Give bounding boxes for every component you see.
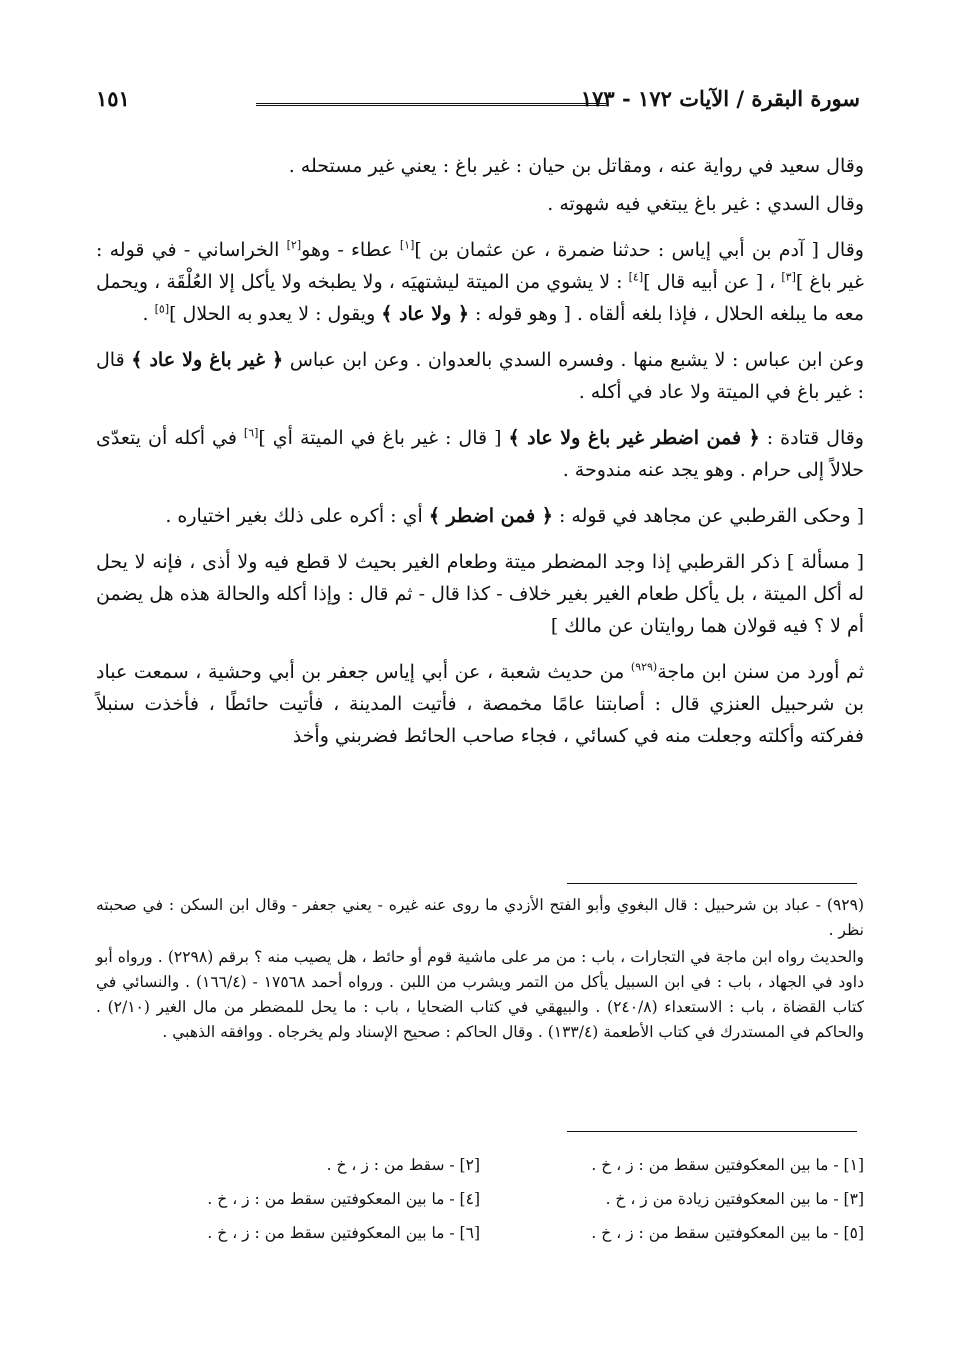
running-title: سورة البقرة / الآيات ١٧٢ - ١٧٣ (580, 86, 860, 111)
quran-quote: ﴿ ولا عاد ﴾ (381, 303, 470, 325)
note-3: [٣] - ما بين المعكوفتين زيادة من ز ، خ . (605, 1190, 864, 1208)
header-rule (256, 103, 606, 106)
notes-row (96, 1182, 864, 1216)
paragraph-1: وقال سعيد في رواية عنه ، ومقاتل بن حيان : غير باغ : يعني غير مستحله . (288, 155, 864, 177)
note-marker: [١] (399, 238, 415, 252)
paragraph-5: وقال قتادة : ﴿ فمن اضطر غير باغ ولا عاد ﴾ [ قال : غير باغ في الميتة أي ][٦] في أكله أن يتعدّى حلالاً إلى حرام . وهو يجد عنه مندوحة . (96, 426, 864, 481)
paragraph-7: [ مسألة ] ذكر القرطبي إذا وجد المضطر ميتة وطعام الغير بحيث لا قطع فيه ولا أذى ، فإنه لا يحل له أكل الميتة ، بل يأكل طعام الغير بغير خلاف - كذا قال - ثم قال : وإذا أكله والحالة هذه هل يضمن أم لا ؟ فيه قولان هما روايتان عن مالك ] (96, 551, 864, 637)
quran-quote: ﴿ فمن اضطر ﴾ (428, 505, 553, 527)
notes-row (96, 1148, 864, 1182)
footnote-para-2: والحديث رواه ابن ماجة في التجارات ، باب : من مر على ماشية قوم أو حائط ، هل يصيب منه ؟ برقم (٢٢٩٨) . ورواه أبو داود في الجهاد ، باب : في ابن السبيل يأكل من التمر ويشرب من اللبن . ورواه أحمد ١٧٥٦٨ - (١٦٦/٤) . والنسائي في كتاب القضاة ، باب : الاستعداء (٢٤٠/٨) . والبيهقي في كتاب الضحايا ، باب : ما يحل للمضطر من مال الغير (٢/١٠) . والحاكم في المستدرك في كتاب الأطعمة (١٣٣/٤) . وقال الحاكم : صحيح الإسناد ولم يخرجاه . ووافقه الذهبي . (96, 948, 865, 1041)
page-number: ١٥١ (96, 86, 130, 111)
paragraph-2: وقال السدي : غير باغ يبتغي فيه شهوته . (547, 193, 864, 215)
note-marker: [٢] (286, 238, 302, 252)
note-marker: [٥] (154, 302, 170, 316)
page-header (96, 86, 860, 120)
note-marker: [٣] (781, 270, 796, 284)
main-text (96, 150, 864, 766)
paragraph-4: وعن ابن عباس : لا يشبع منها . وفسره السدي بالعدوان . وعن ابن عباس ﴿ غير باغ ولا عاد ﴾ قال : غير باغ في الميتة ولا عاد في أكله . (96, 349, 864, 403)
note-4: [٤] - ما بين المعكوفتين سقط من : ز ، خ . (207, 1190, 480, 1208)
note-1: [١] - ما بين المعكوفتين سقط من : ز ، خ . (591, 1156, 864, 1174)
quran-quote: ﴿ فمن اضطر غير باغ ولا عاد ﴾ (508, 427, 760, 449)
paragraph-6: [ وحكى القرطبي عن مجاهد في قوله : ﴿ فمن اضطر ﴾ أي : أكره على ذلك بغير اختياره . (165, 505, 864, 527)
bracket-notes (96, 1148, 864, 1250)
note-6: [٦] - ما بين المعكوفتين سقط من : ز ، خ . (207, 1224, 480, 1242)
note-marker: [٤] (628, 270, 644, 284)
note-5: [٥] - ما بين المعكوفتين سقط من : ز ، خ . (591, 1224, 864, 1242)
footnote-929 (96, 893, 864, 1047)
notes-row (96, 1216, 864, 1250)
paragraph-3: وقال [ آدم بن أبي إياس : حدثنا ضمرة ، عن عثمان بن ][١] عطاء - وهو[٢] الخراساني - في قوله : غير باغ ][٣] ، [ عن أبيه قال ][٤] : لا يشوي من الميتة ليشتهيَه ، ولا يطبخه ولا يأكل إلا العُلْقَة ، ويحمل معه ما يبلغه الحلال ، فإذا بلغه ألقاه . [ وهو قوله : ﴿ ولا عاد ﴾ ويقول : لا يعدو به الحلال ][٥] . (96, 238, 864, 325)
notes-rule (567, 1131, 857, 1132)
paragraph-8: ثم أورد من سنن ابن ماجة$^{(٩٢٩)}$ من حديث شعبة ، عن أبي إياس جعفر بن أبي وحشية ، سمعت عباد بن شرحبيل العنزي قال : أصابتنا عامًا مخمصة ، فأتيت المدينة ، فأتيت حائطًا ، فأخذت سنبلاً ففركته وأكلته وجعلت منه في كسائي ، فجاء صاحب الحائط فضربني وأخذ (96, 660, 864, 747)
footnote-ref: (٩٢٩) (630, 660, 658, 674)
footnote-rule (567, 883, 857, 884)
footnote-para-1: (٩٢٩) - عباد بن شرحبيل : قال البغوي وأبو الفتح الأزدي ما روى عنه غيره - يعني جعفر - وقال ابن السكن : في صحبته نظر . (96, 896, 864, 939)
note-2: [٢] - سقط من : ز ، خ . (326, 1156, 480, 1174)
quran-quote: ﴿ غير باغ ولا عاد ﴾ (131, 349, 284, 371)
note-marker: [٦] (243, 426, 259, 440)
